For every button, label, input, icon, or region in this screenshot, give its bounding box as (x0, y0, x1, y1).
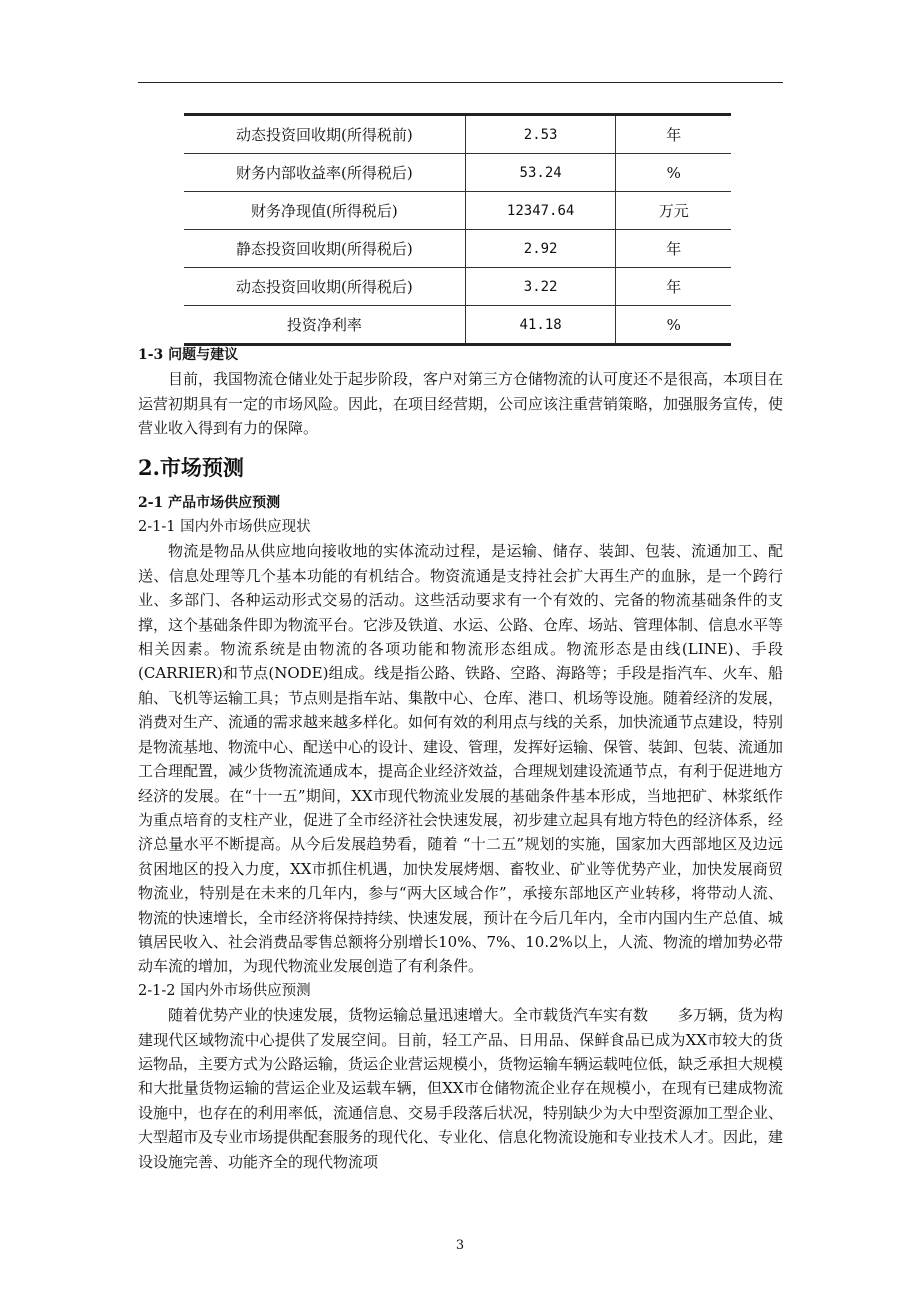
table-row (184, 115, 731, 154)
section-heading-1-3: 1-3 问题与建议 (138, 347, 239, 363)
table-row (184, 154, 731, 192)
paragraph-2-1-1: 物流是物品从供应地向接收地的实体流动过程，是运输、储存、装卸、包装、流通加工、配送、信息处理等几个基本功能的有机结合。物资流通是支持社会扩大再生产的血脉，是一个跨行业、多部门、各种运动形式交易的活动。这些活动要求有一个有效的、完备的物流基础条件的支撑，这个基础条件即为物流平台。它涉及铁道、水运、公路、仓库、场站、管理体制、信息水平等相关因素。物流系统是由物流的各项功能和物流形态组成。物流形态是由线(LINE)、手段(CARRIER)和节点(NODE)组成。线是指公路、铁路、空路、海路等；手段是指汽车、火车、船舶、飞机等运输工具；节点则是指车站、集散中心、仓库、港口、机场等设施。随着经济的发展，消费对生产、流通的需求越来越多样化。如何有效的利用点与线的关系，加快流通节点建设，特别是物流基地、物流中心、配送中心的设计、建设、管理，发挥好运输、保管、装卸、包装、流通加工合理配置，减少货物流流通成本，提高企业经济效益，合理规划建设流通节点，有利于促进地方经济的发展。在“十一五”期间，XX市现代物流业发展的基础条件基本形成，当地把矿、林浆纸作为重点培育的支柱产业，促进了全市经济社会快速发展，初步建立起具有地方特色的经济体系，经济总量水平不断提高。从今后发展趋势看，随着 “十二五”规划的实施，国家加大西部地区及边远贫困地区的投入力度，XX市抓住机遇，加快发展烤烟、畜牧业、矿业等优势产业，加快发展商贸物流业，特别是在未来的几年内，参与“两大区域合作”，承接东部地区产业转移，将带动人流、物流的快速增长，全市经济将保持持续、快速发展，预计在今后几年内，全市内国内生产总值、城镇居民收入、社会消费品零售总额将分别增长10%、7%、10.2%以上，人流、物流的增加势必带动车流的增加，为现代物流业发展创造了有利条件。 (138, 542, 784, 976)
indicator-label: 财务净现值(所得税后) (184, 192, 465, 230)
financial-indicators-table (184, 113, 731, 346)
indicator-label: 财务内部收益率(所得税后) (184, 154, 465, 192)
indicator-label: 动态投资回收期(所得税后) (184, 268, 465, 306)
paragraph-1-3: 目前，我国物流仓储业处于起步阶段，客户对第三方仓储物流的认可度还不是很高，本项目在运营初期具有一定的市场风险。因此，在项目经营期，公司应该注重营销策略，加强服务宣传，使营业收入得到有力的保障。 (138, 370, 784, 438)
indicator-value: 12347.64 (465, 192, 616, 230)
chapter-heading-2: 2.市场预测 (138, 454, 244, 480)
indicator-value: 2.92 (465, 230, 616, 268)
section-heading-2-1: 2-1 产品市场供应预测 (138, 494, 281, 511)
table-row (184, 192, 731, 230)
table-row (184, 268, 731, 306)
indicator-unit: % (666, 315, 681, 334)
document-body (138, 343, 783, 1174)
indicator-value: 2.53 (465, 115, 616, 154)
subsection-heading-2-1-2: 2-1-2 国内外市场供应预测 (138, 982, 311, 999)
indicator-value: 3.22 (465, 268, 616, 306)
paragraph-2-1-2: 随着优势产业的快速发展，货物运输总量迅速增大。全市载货汽车实有数 多万辆，货为构建现代区域物流中心提供了发展空间。目前，轻工产品、日用品、保鲜食品已成为XX市较大的货运物品，主要方式为公路运输，货运企业营运规模小，货物运输车辆运载吨位低，缺乏承担大规模和大批量货物运输的营运企业及运载车辆，但XX市仓储物流企业存在规模小，在现有已建成物流设施中，也存在的利用率低，流通信息、交易手段落后状况，特别缺少为大中型资源加工型企业、大型超市及专业市场提供配套服务的现代化、专业化、信息化物流设施和专业技术人才。因此，建设设施完善、功能齐全的现代物流项 (138, 1006, 784, 1171)
indicator-unit: 年 (616, 230, 731, 268)
table-row (184, 230, 731, 268)
indicator-value: 53.24 (465, 154, 616, 192)
table-row (184, 306, 731, 345)
indicator-value: 41.18 (465, 306, 616, 345)
indicator-label: 投资净利率 (184, 306, 465, 345)
page-number: 3 (455, 1238, 465, 1253)
indicator-unit: 年 (616, 115, 731, 154)
subsection-heading-2-1-1: 2-1-1 国内外市场供应现状 (138, 519, 311, 536)
indicator-unit: 年 (616, 268, 731, 306)
header-rule (138, 82, 783, 83)
indicator-unit: 万元 (616, 192, 731, 230)
indicator-unit: % (616, 154, 731, 192)
indicator-label: 动态投资回收期(所得税前) (184, 115, 465, 154)
indicator-label: 静态投资回收期(所得税后) (184, 230, 465, 268)
